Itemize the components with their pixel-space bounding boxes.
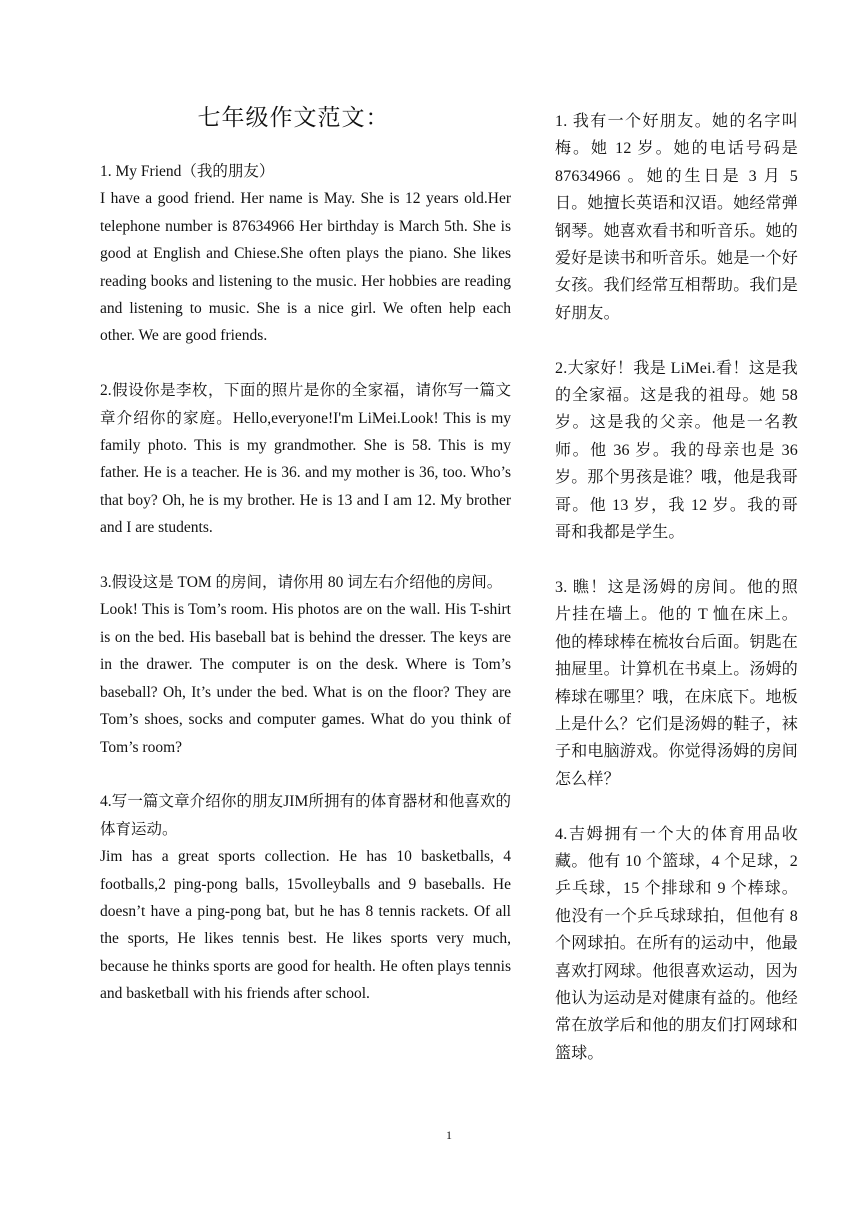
essay-3-body: Look! This is Tom’s room. His photos are on the wall. His T-shirt is on the bed. His baseball bat is behind the dresser. The keys are in the drawer. The computer is on the desk. Where is Tom’s baseball? Oh, It’s under the bed. What is on the floor? They are Tom’s shoes, socks and computer games. What do you think of Tom’s room?	[100, 601, 511, 756]
essay-1-body: I have a good friend. Her name is May. She is 12 years old.Her telephone number is 87634966 Her birthday is March 5th. She is good at English and Chiese.She often plays the piano. She likes reading books and listening to the music. Her hobbies are reading and listening to music. She is a nice girl. We often help each other. We are good friends.	[100, 190, 511, 345]
translation-3: 3. 瞧！这是汤姆的房间。他的照片挂在墙上。他的 T 恤在床上。他的棒球棒在梳妆台后面。钥匙在抽屉里。计算机在书桌上。汤姆的棒球在哪里？哦，在床底下。地板上是什么？它们是汤姆的鞋子，袜子和电脑游戏。你觉得汤姆的房间怎么样？	[555, 578, 799, 788]
essay-3-heading: 3.假设这是 TOM 的房间，请你用 80 词左右介绍他的房间。	[100, 574, 503, 592]
chinese-translation-column	[555, 108, 798, 1095]
translation-1: 1. 我有一个好朋友。她的名字叫梅。她 12 岁。她的电话号码是 87634966 。她的生日是 3 月 5 日。她擅长英语和汉语。她经常弹钢琴。她喜欢看书和听音乐。她的爱好是读书和听音乐。她是一个好女孩。我们经常互相帮助。我们是好朋友。	[555, 113, 799, 322]
page-number: 1	[446, 1128, 452, 1142]
essay-1	[100, 158, 511, 350]
essay-3	[100, 569, 511, 761]
essay-4-body: Jim has a great sports collection. He has 10 basketballs, 4 footballs,2 ping-pong balls, 15volleyballs and 9 baseballs. He doesn’t have a ping-pong bat, but he has 8 tennis rackets. Of all the sports, He likes tennis best. He likes sports very much, because he thinks sports are good for health. He often plays tennis and basketball with his friends after school.	[100, 848, 511, 1003]
essay-1-heading: 1. My Friend（我的朋友）	[100, 163, 275, 180]
essay-4-heading: 4.写一篇文章介绍你的朋友JIM所拥有的体育器材和他喜欢的体育运动。	[100, 793, 511, 838]
essay-2	[100, 377, 511, 541]
translation-2: 2.大家好！我是 LiMei.看！这是我的全家福。这是我的祖母。她 58 岁。这是我的父亲。他是一名教师。他 36 岁。我的母亲也是 36 岁。那个男孩是谁？哦，他是我哥哥。他 13 岁，我 12 岁。我的哥哥和我都是学生。	[555, 359, 799, 542]
page-title: 七年级作文范文：	[197, 105, 390, 130]
essay-2-body: 2.假设你是李枚，下面的照片是你的全家福，请你写一篇文章介绍你的家庭。Hello,everyone!I'm LiMei.Look! This is my family photo. This is my grandmother. She is 58. This is my father. He is a teacher. He is 36. and my mother is 36, too. Who’s that boy? Oh, he is my brother. He is 13 and I am 12. My brother and I are students.	[100, 382, 511, 537]
essay-4	[100, 788, 511, 1007]
english-column	[100, 100, 511, 1035]
translation-4: 4.吉姆拥有一个大的体育用品收藏。他有 10 个篮球，4 个足球，2 乒乓球，15 个排球和 9 个棒球。他没有一个乒乓球球拍，但他有 8 个网球拍。在所有的运动中，他最喜欢打网球。他很喜欢运动，因为他认为运动是对健康有益的。他经常在放学后和他的朋友们打网球和篮球。	[555, 825, 799, 1062]
